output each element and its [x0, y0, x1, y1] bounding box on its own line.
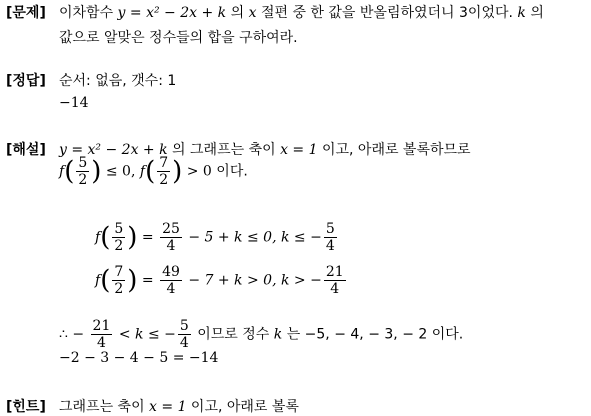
problem-line-2: 값으로 알맞은 정수들의 합을 구하여라. — [59, 30, 298, 46]
fraction: $\frac{5}{4}$ — [325, 221, 335, 254]
fraction: $\frac{5}{2}$ — [78, 155, 88, 188]
hint-line: 그래프는 축이 x = 1 이고, 아래로 볼록 — [59, 399, 299, 415]
fraction: $\frac{5}{2}$ — [114, 221, 124, 254]
answer-line-1: 순서: 없음, 갯수: 1 — [59, 73, 177, 89]
solution-line-2: f( $\frac{5}{2}$ ) ≤ 0, f( $\frac{7}{2}$ ) > 0 이다. — [59, 155, 248, 188]
answer-value: −14 — [59, 95, 89, 111]
fraction: $\frac{49}{4}$ — [162, 264, 180, 297]
problem-line-1: 이차함수 y = x² − 2x + k 의 x 절편 중 한 값을 반올림하였더니 3이었다. k 의 — [59, 5, 544, 21]
problem-label: [문제] — [6, 5, 46, 21]
answer-label: [정답] — [6, 73, 46, 89]
problem-equation: y = x² − 2x + k — [117, 5, 227, 21]
solution-label: [해설] — [6, 142, 46, 158]
solution-line-3: f( $\frac{5}{2}$ ) = $\frac{25}{4}$ − 5 + k ≤ 0, k ≤ − $\frac{5}{4}$ — [95, 221, 335, 254]
hint-label: [힌트] — [6, 399, 46, 415]
fraction: $\frac{25}{4}$ — [162, 221, 180, 254]
fraction: $\frac{7}{2}$ — [114, 264, 124, 297]
fraction: $\frac{5}{4}$ — [179, 318, 189, 351]
solution-line-4: f( $\frac{7}{2}$ ) = $\frac{49}{4}$ − 7 + k > 0, k > − $\frac{21}{4}$ — [95, 264, 344, 297]
solution-line-6: −2 − 3 − 4 − 5 = −14 — [59, 350, 219, 366]
fraction: $\frac{7}{2}$ — [159, 155, 169, 188]
solution-line-1: y = x² − 2x + k 의 그래프는 축이 x = 1 이고, 아래로 볼록하므로 — [59, 142, 471, 158]
fraction: $\frac{21}{4}$ — [325, 264, 344, 297]
fraction: $\frac{21}{4}$ — [92, 318, 111, 351]
solution-line-5: ∴ − $\frac{21}{4}$ < k ≤ − $\frac{5}{4}$ 이므로 정수 k 는 −5, − 4, − 3, − 2 이다. — [59, 318, 464, 351]
